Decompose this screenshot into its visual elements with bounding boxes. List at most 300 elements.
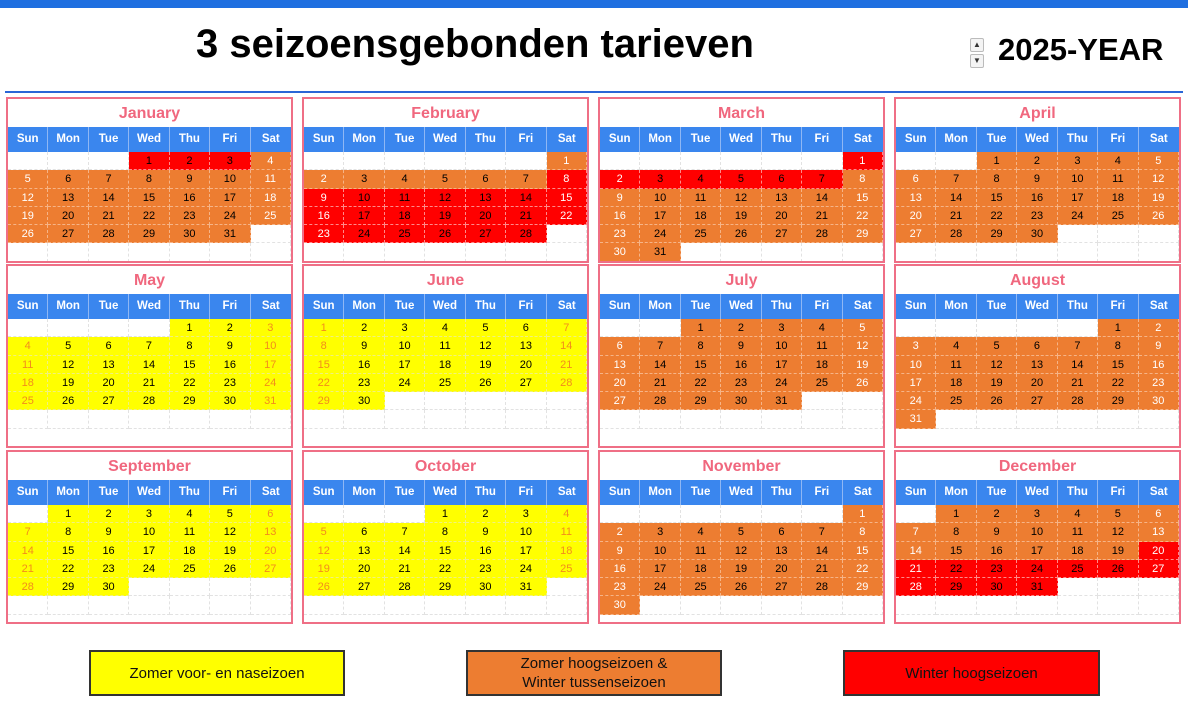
day-cell[interactable]: 24 [640,578,680,596]
day-cell[interactable]: 10 [506,523,546,541]
day-cell[interactable]: 23 [600,578,640,596]
day-cell[interactable]: 17 [762,356,802,374]
day-cell[interactable]: 23 [1017,207,1057,225]
day-cell[interactable]: 9 [170,170,210,188]
day-cell[interactable]: 16 [344,356,384,374]
day-cell[interactable]: 12 [1139,170,1179,188]
day-cell[interactable]: 18 [385,207,425,225]
day-cell[interactable]: 7 [385,523,425,541]
day-cell[interactable]: 13 [896,189,936,207]
day-cell[interactable]: 10 [1058,170,1098,188]
day-cell[interactable]: 1 [425,505,465,523]
day-cell[interactable]: 10 [344,189,384,207]
day-cell[interactable]: 19 [1098,542,1138,560]
day-cell[interactable]: 14 [802,542,842,560]
day-cell[interactable]: 22 [425,560,465,578]
day-cell[interactable]: 30 [466,578,506,596]
day-cell[interactable]: 3 [506,505,546,523]
day-cell[interactable]: 25 [170,560,210,578]
day-cell[interactable]: 28 [506,225,546,243]
day-cell[interactable]: 26 [466,374,506,392]
day-cell[interactable]: 29 [1098,392,1138,410]
day-cell[interactable]: 15 [48,542,88,560]
day-cell[interactable]: 24 [896,392,936,410]
day-cell[interactable]: 4 [547,505,587,523]
day-cell[interactable]: 4 [425,319,465,337]
day-cell[interactable]: 18 [936,374,976,392]
day-cell[interactable]: 5 [466,319,506,337]
day-cell[interactable]: 5 [210,505,250,523]
day-cell[interactable]: 4 [936,337,976,355]
day-cell[interactable]: 13 [48,189,88,207]
day-cell[interactable]: 29 [977,225,1017,243]
day-cell[interactable]: 18 [425,356,465,374]
day-cell[interactable]: 20 [89,374,129,392]
day-cell[interactable]: 10 [210,170,250,188]
day-cell[interactable]: 24 [1017,560,1057,578]
day-cell[interactable]: 1 [681,319,721,337]
day-cell[interactable]: 22 [304,374,344,392]
day-cell[interactable]: 22 [1098,374,1138,392]
day-cell[interactable]: 22 [129,207,169,225]
day-cell[interactable]: 12 [48,356,88,374]
day-cell[interactable]: 7 [640,337,680,355]
day-cell[interactable]: 14 [8,542,48,560]
day-cell[interactable]: 5 [8,170,48,188]
day-cell[interactable]: 4 [1098,152,1138,170]
day-cell[interactable]: 31 [640,243,680,261]
day-cell[interactable]: 26 [425,225,465,243]
day-cell[interactable]: 27 [506,374,546,392]
day-cell[interactable]: 26 [210,560,250,578]
day-cell[interactable]: 29 [843,225,883,243]
day-cell[interactable]: 2 [466,505,506,523]
day-cell[interactable]: 8 [425,523,465,541]
day-cell[interactable]: 11 [425,337,465,355]
day-cell[interactable]: 10 [640,189,680,207]
day-cell[interactable]: 19 [304,560,344,578]
day-cell[interactable]: 26 [721,225,761,243]
day-cell[interactable]: 19 [425,207,465,225]
day-cell[interactable]: 27 [344,578,384,596]
day-cell[interactable]: 28 [547,374,587,392]
day-cell[interactable]: 17 [896,374,936,392]
day-cell[interactable]: 13 [1139,523,1179,541]
day-cell[interactable]: 15 [843,189,883,207]
day-cell[interactable]: 2 [170,152,210,170]
day-cell[interactable]: 17 [251,356,291,374]
day-cell[interactable]: 30 [210,392,250,410]
day-cell[interactable]: 25 [681,225,721,243]
day-cell[interactable]: 25 [802,374,842,392]
day-cell[interactable]: 9 [977,523,1017,541]
day-cell[interactable]: 3 [896,337,936,355]
day-cell[interactable]: 13 [344,542,384,560]
day-cell[interactable]: 5 [1139,152,1179,170]
day-cell[interactable]: 6 [89,337,129,355]
day-cell[interactable]: 29 [425,578,465,596]
day-cell[interactable]: 25 [1098,207,1138,225]
day-cell[interactable]: 29 [170,392,210,410]
day-cell[interactable]: 18 [1098,189,1138,207]
day-cell[interactable]: 7 [802,170,842,188]
day-cell[interactable]: 26 [1139,207,1179,225]
day-cell[interactable]: 6 [344,523,384,541]
day-cell[interactable]: 10 [1017,523,1057,541]
day-cell[interactable]: 29 [48,578,88,596]
day-cell[interactable]: 23 [600,225,640,243]
day-cell[interactable]: 12 [466,337,506,355]
day-cell[interactable]: 1 [843,152,883,170]
day-cell[interactable]: 11 [1058,523,1098,541]
day-cell[interactable]: 14 [89,189,129,207]
day-cell[interactable]: 18 [8,374,48,392]
day-cell[interactable]: 28 [936,225,976,243]
day-cell[interactable]: 22 [547,207,587,225]
day-cell[interactable]: 14 [802,189,842,207]
day-cell[interactable]: 27 [251,560,291,578]
day-cell[interactable]: 22 [48,560,88,578]
day-cell[interactable]: 6 [600,337,640,355]
day-cell[interactable]: 23 [89,560,129,578]
day-cell[interactable]: 28 [129,392,169,410]
day-cell[interactable]: 16 [977,542,1017,560]
day-cell[interactable]: 14 [640,356,680,374]
day-cell[interactable]: 7 [936,170,976,188]
day-cell[interactable]: 11 [547,523,587,541]
day-cell[interactable]: 5 [304,523,344,541]
day-cell[interactable]: 7 [547,319,587,337]
day-cell[interactable]: 26 [1098,560,1138,578]
day-cell[interactable]: 9 [89,523,129,541]
day-cell[interactable]: 5 [721,170,761,188]
day-cell[interactable]: 6 [251,505,291,523]
day-cell[interactable]: 19 [721,207,761,225]
day-cell[interactable]: 20 [600,374,640,392]
day-cell[interactable]: 4 [802,319,842,337]
day-cell[interactable]: 27 [600,392,640,410]
day-cell[interactable]: 15 [843,542,883,560]
day-cell[interactable]: 24 [251,374,291,392]
day-cell[interactable]: 21 [896,560,936,578]
day-cell[interactable]: 24 [1058,207,1098,225]
day-cell[interactable]: 8 [1098,337,1138,355]
year-up-button[interactable]: ▲ [970,38,984,52]
day-cell[interactable]: 26 [304,578,344,596]
day-cell[interactable]: 22 [843,560,883,578]
day-cell[interactable]: 4 [251,152,291,170]
day-cell[interactable]: 12 [843,337,883,355]
day-cell[interactable]: 31 [762,392,802,410]
day-cell[interactable]: 13 [89,356,129,374]
day-cell[interactable]: 15 [1098,356,1138,374]
day-cell[interactable]: 22 [170,374,210,392]
day-cell[interactable]: 17 [640,207,680,225]
day-cell[interactable]: 2 [1139,319,1179,337]
day-cell[interactable]: 26 [48,392,88,410]
day-cell[interactable]: 23 [304,225,344,243]
day-cell[interactable]: 8 [170,337,210,355]
day-cell[interactable]: 20 [506,356,546,374]
day-cell[interactable]: 11 [936,356,976,374]
day-cell[interactable]: 3 [251,319,291,337]
day-cell[interactable]: 13 [1017,356,1057,374]
day-cell[interactable]: 8 [843,523,883,541]
day-cell[interactable]: 9 [1017,170,1057,188]
day-cell[interactable]: 17 [210,189,250,207]
day-cell[interactable]: 22 [936,560,976,578]
day-cell[interactable]: 18 [547,542,587,560]
day-cell[interactable]: 21 [385,560,425,578]
day-cell[interactable]: 26 [8,225,48,243]
day-cell[interactable]: 4 [170,505,210,523]
day-cell[interactable]: 6 [506,319,546,337]
day-cell[interactable]: 4 [681,170,721,188]
day-cell[interactable]: 14 [1058,356,1098,374]
day-cell[interactable]: 20 [896,207,936,225]
day-cell[interactable]: 19 [8,207,48,225]
day-cell[interactable]: 21 [89,207,129,225]
day-cell[interactable]: 13 [600,356,640,374]
day-cell[interactable]: 15 [425,542,465,560]
day-cell[interactable]: 29 [129,225,169,243]
day-cell[interactable]: 28 [802,225,842,243]
day-cell[interactable]: 1 [1098,319,1138,337]
day-cell[interactable]: 3 [1058,152,1098,170]
day-cell[interactable]: 19 [466,356,506,374]
day-cell[interactable]: 23 [344,374,384,392]
day-cell[interactable]: 3 [129,505,169,523]
day-cell[interactable]: 18 [251,189,291,207]
day-cell[interactable]: 6 [896,170,936,188]
day-cell[interactable]: 29 [304,392,344,410]
day-cell[interactable]: 16 [304,207,344,225]
day-cell[interactable]: 1 [977,152,1017,170]
day-cell[interactable]: 10 [896,356,936,374]
day-cell[interactable]: 6 [48,170,88,188]
day-cell[interactable]: 23 [170,207,210,225]
day-cell[interactable]: 12 [721,189,761,207]
day-cell[interactable]: 2 [600,170,640,188]
day-cell[interactable]: 1 [936,505,976,523]
day-cell[interactable]: 2 [304,170,344,188]
day-cell[interactable]: 2 [89,505,129,523]
day-cell[interactable]: 23 [977,560,1017,578]
day-cell[interactable]: 6 [1139,505,1179,523]
day-cell[interactable]: 24 [210,207,250,225]
day-cell[interactable]: 19 [1139,189,1179,207]
day-cell[interactable]: 25 [681,578,721,596]
day-cell[interactable]: 5 [425,170,465,188]
day-cell[interactable]: 25 [385,225,425,243]
day-cell[interactable]: 3 [762,319,802,337]
day-cell[interactable]: 3 [1017,505,1057,523]
day-cell[interactable]: 31 [1017,578,1057,596]
day-cell[interactable]: 28 [640,392,680,410]
year-down-button[interactable]: ▼ [970,54,984,68]
day-cell[interactable]: 9 [721,337,761,355]
day-cell[interactable]: 5 [977,337,1017,355]
day-cell[interactable]: 30 [1139,392,1179,410]
day-cell[interactable]: 28 [896,578,936,596]
day-cell[interactable]: 5 [843,319,883,337]
day-cell[interactable]: 10 [640,542,680,560]
day-cell[interactable]: 30 [89,578,129,596]
day-cell[interactable]: 9 [1139,337,1179,355]
day-cell[interactable]: 12 [425,189,465,207]
day-cell[interactable]: 30 [170,225,210,243]
day-cell[interactable]: 22 [977,207,1017,225]
day-cell[interactable]: 11 [681,542,721,560]
day-cell[interactable]: 2 [1017,152,1057,170]
day-cell[interactable]: 18 [681,207,721,225]
day-cell[interactable]: 24 [762,374,802,392]
day-cell[interactable]: 3 [385,319,425,337]
day-cell[interactable]: 4 [385,170,425,188]
day-cell[interactable]: 31 [896,410,936,428]
day-cell[interactable]: 3 [640,523,680,541]
day-cell[interactable]: 6 [762,170,802,188]
day-cell[interactable]: 17 [344,207,384,225]
day-cell[interactable]: 14 [896,542,936,560]
day-cell[interactable]: 25 [1058,560,1098,578]
day-cell[interactable]: 7 [896,523,936,541]
day-cell[interactable]: 14 [936,189,976,207]
day-cell[interactable]: 20 [344,560,384,578]
day-cell[interactable]: 28 [385,578,425,596]
day-cell[interactable]: 1 [547,152,587,170]
day-cell[interactable]: 7 [8,523,48,541]
day-cell[interactable]: 9 [600,542,640,560]
day-cell[interactable]: 2 [977,505,1017,523]
day-cell[interactable]: 12 [8,189,48,207]
day-cell[interactable]: 22 [843,207,883,225]
day-cell[interactable]: 3 [210,152,250,170]
day-cell[interactable]: 16 [466,542,506,560]
day-cell[interactable]: 4 [8,337,48,355]
day-cell[interactable]: 10 [129,523,169,541]
day-cell[interactable]: 16 [600,207,640,225]
day-cell[interactable]: 14 [129,356,169,374]
day-cell[interactable]: 9 [600,189,640,207]
day-cell[interactable]: 20 [48,207,88,225]
day-cell[interactable]: 30 [344,392,384,410]
day-cell[interactable]: 21 [506,207,546,225]
day-cell[interactable]: 28 [8,578,48,596]
day-cell[interactable]: 13 [251,523,291,541]
day-cell[interactable]: 19 [843,356,883,374]
day-cell[interactable]: 13 [466,189,506,207]
day-cell[interactable]: 19 [210,542,250,560]
day-cell[interactable]: 23 [210,374,250,392]
day-cell[interactable]: 30 [977,578,1017,596]
day-cell[interactable]: 6 [466,170,506,188]
day-cell[interactable]: 12 [721,542,761,560]
day-cell[interactable]: 15 [977,189,1017,207]
day-cell[interactable]: 3 [640,170,680,188]
day-cell[interactable]: 7 [802,523,842,541]
day-cell[interactable]: 9 [304,189,344,207]
year-spinner[interactable] [970,38,984,70]
day-cell[interactable]: 2 [600,523,640,541]
day-cell[interactable]: 13 [762,189,802,207]
day-cell[interactable]: 15 [129,189,169,207]
day-cell[interactable]: 5 [48,337,88,355]
day-cell[interactable]: 21 [129,374,169,392]
day-cell[interactable]: 1 [304,319,344,337]
day-cell[interactable]: 23 [1139,374,1179,392]
day-cell[interactable]: 15 [170,356,210,374]
day-cell[interactable]: 12 [210,523,250,541]
day-cell[interactable]: 16 [1017,189,1057,207]
day-cell[interactable]: 17 [640,560,680,578]
day-cell[interactable]: 12 [977,356,1017,374]
day-cell[interactable]: 10 [385,337,425,355]
day-cell[interactable]: 21 [640,374,680,392]
day-cell[interactable]: 21 [802,560,842,578]
day-cell[interactable]: 29 [681,392,721,410]
day-cell[interactable]: 18 [681,560,721,578]
day-cell[interactable]: 21 [547,356,587,374]
day-cell[interactable]: 17 [506,542,546,560]
day-cell[interactable]: 18 [802,356,842,374]
day-cell[interactable]: 8 [843,170,883,188]
day-cell[interactable]: 4 [1058,505,1098,523]
day-cell[interactable]: 21 [1058,374,1098,392]
day-cell[interactable]: 20 [762,207,802,225]
day-cell[interactable]: 24 [506,560,546,578]
day-cell[interactable]: 27 [762,225,802,243]
day-cell[interactable]: 7 [1058,337,1098,355]
day-cell[interactable]: 5 [1098,505,1138,523]
day-cell[interactable]: 29 [936,578,976,596]
day-cell[interactable]: 31 [251,392,291,410]
day-cell[interactable]: 11 [681,189,721,207]
day-cell[interactable]: 19 [721,560,761,578]
day-cell[interactable]: 27 [896,225,936,243]
day-cell[interactable]: 9 [210,337,250,355]
day-cell[interactable]: 24 [344,225,384,243]
day-cell[interactable]: 13 [762,542,802,560]
day-cell[interactable]: 11 [251,170,291,188]
day-cell[interactable]: 16 [721,356,761,374]
day-cell[interactable]: 30 [1017,225,1057,243]
day-cell[interactable]: 16 [600,560,640,578]
day-cell[interactable]: 24 [640,225,680,243]
day-cell[interactable]: 14 [385,542,425,560]
day-cell[interactable]: 8 [48,523,88,541]
day-cell[interactable]: 20 [1017,374,1057,392]
day-cell[interactable]: 18 [1058,542,1098,560]
day-cell[interactable]: 10 [251,337,291,355]
day-cell[interactable]: 27 [466,225,506,243]
day-cell[interactable]: 17 [1058,189,1098,207]
day-cell[interactable]: 21 [936,207,976,225]
day-cell[interactable]: 12 [304,542,344,560]
day-cell[interactable]: 26 [843,374,883,392]
day-cell[interactable]: 19 [977,374,1017,392]
day-cell[interactable]: 27 [89,392,129,410]
day-cell[interactable]: 8 [681,337,721,355]
day-cell[interactable]: 16 [210,356,250,374]
day-cell[interactable]: 12 [1098,523,1138,541]
day-cell[interactable]: 25 [8,392,48,410]
day-cell[interactable]: 7 [89,170,129,188]
day-cell[interactable]: 17 [385,356,425,374]
day-cell[interactable]: 24 [129,560,169,578]
day-cell[interactable]: 15 [547,189,587,207]
day-cell[interactable]: 30 [721,392,761,410]
